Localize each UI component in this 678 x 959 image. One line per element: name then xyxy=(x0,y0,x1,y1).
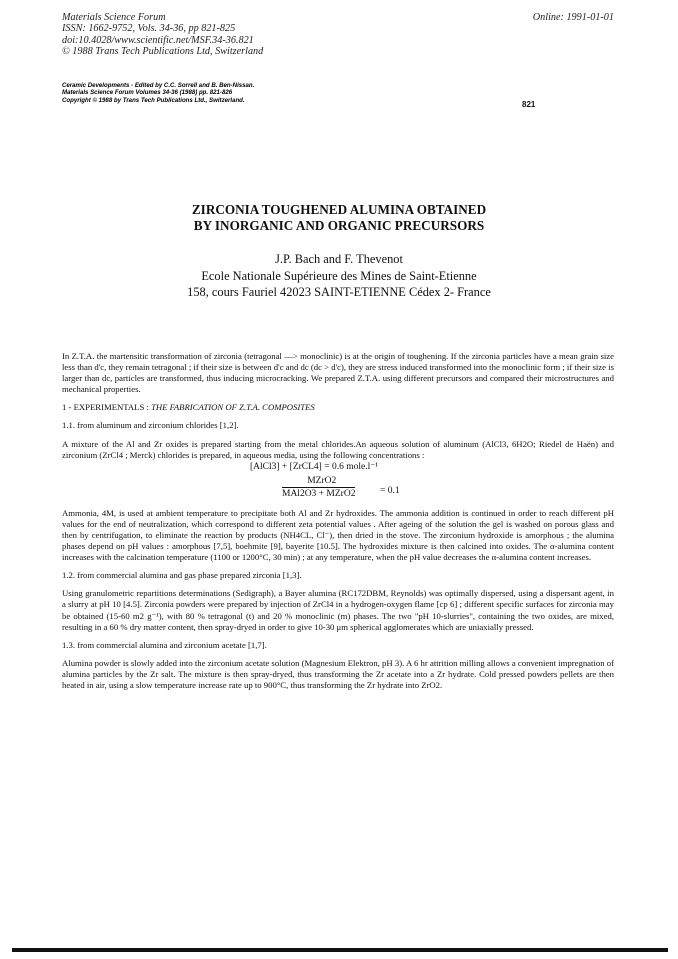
fraction-numerator: MZrO2 xyxy=(307,475,337,486)
author-institution: Ecole Nationale Supérieure des Mines de Saint-Etienne xyxy=(201,268,477,283)
section-1-number: 1 - EXPERIMENTALS : xyxy=(62,402,152,413)
bottom-border-rule xyxy=(12,948,668,952)
copyright-line: © 1988 Trans Tech Publications Ltd, Switzerland xyxy=(62,46,264,58)
subsection-1-1-heading: 1.1. from aluminum and zirconium chlorides [1,2]. xyxy=(62,420,239,431)
section-1-title: THE FABRICATION OF Z.T.A. COMPOSITES xyxy=(151,402,315,413)
journal-name: Materials Science Forum xyxy=(62,12,166,23)
title-line-2: BY INORGANIC AND ORGANIC PRECURSORS xyxy=(193,217,485,233)
paper-title xyxy=(0,202,678,233)
subsection-1-3-paragraph: Alumina powder is slowly added into the zirconium acetate solution (Magnesium Elektron, pH 3). A 6 hr attrition milling allows a convenient impregnation of alumina particles by the Zr salt. The mixture is then spray-dryed, thus transforming the Zr acetate into a Zr hydrate. Cold pressed powders pellets are then heated in air, using a slow temperature increase rate up to 900°C, thus transforming the Zr hydrate into ZrO2. xyxy=(62,657,614,690)
fraction-value: = 0.1 xyxy=(380,485,400,496)
issn-line: ISSN: 1662-9752, Vols. 34-36, pp 821-825 xyxy=(62,23,236,35)
abstract-paragraph: In Z.T.A. the martensitic transformation of zirconia (tetragonal —> monoclinic) is at the origin of toughening. If the zirconia particles have a mean grain size less than d'c, they remain tetragonal ; if their size is between d'c and dc (dc > d'c), they are stress induced transformed into the monoclinic form ; if their size is larger than dc, particles are transformed, thus inducing microcracking. We prepared Z.T.A. using different precursors and compared their microstructures and mechanical properties. xyxy=(62,351,614,395)
subsection-1-3-heading: 1.3. from commercial alumina and zirconium acetate [1,7]. xyxy=(62,639,267,650)
subsection-1-1-paragraph-2: Ammonia, 4M, is used at ambient temperature to precipitate both Al and Zr hydroxides. The ammonia addition is continued in order to reach different pH values for the end of neutralization, which correspond to different zeta potential values . After ageing of the solution the gel is washed on porous glass and then by centrifugation, to eliminate the reaction by products (NH4CL, Cl⁻), then dried in the stove. The zirconium hydroxide is amorphous ; the alumina phases depend on pH values : amorphous [7,5], boehmite [9], bayerite [10.5]. The hydroxides mixture is then calcined into oxides. The α-alumina content increases with the calcination temperature (1100 or 1200°C, 30 min) ; at any temperature, when the pH value decreases the α-alumina content increases. xyxy=(62,507,614,563)
author-address: 158, cours Fauriel 42023 SAINT-ETIENNE Cédex 2- France xyxy=(187,285,491,299)
subsection-1-1-paragraph-1: A mixture of the Al and Zr oxides is prepared starting from the metal chlorides.An aqueous solution of aluminum (AlCl3, 6H2O; Riedel de Haën) and zirconium (ZrCl4 ; Merck) chlorides is prepared, in aqueous media, using the following concentrations : xyxy=(62,438,614,460)
page-number: 821 xyxy=(522,100,536,109)
publication-metadata xyxy=(62,12,263,58)
credits-line-1: Ceramic Developments - Edited by C.C. Sorrell and B. Ben-Nissan. xyxy=(62,82,255,89)
concentration-formulas xyxy=(62,462,614,506)
author-names: J.P. Bach and F. Thevenot xyxy=(275,252,403,266)
author-block xyxy=(0,251,678,301)
doi-line: doi:10.4028/www.scientific.net/MSF.34-36.821 xyxy=(62,34,254,46)
subsection-1-2-heading: 1.2. from commercial alumina and gas phase prepared zirconia [1,3]. xyxy=(62,570,302,581)
paper-body xyxy=(62,351,614,698)
online-date: Online: 1991-01-01 xyxy=(532,12,614,23)
credits-line-2: Materials Science Forum Volumes 34-36 (1988) pp. 821-826 xyxy=(62,89,233,97)
subsection-1-2-paragraph: Using granulometric repartitions determinations (Sedigraph), a Bayer alumina (RC172DBM, Reynolds) was optimally dispersed, using a dispersant agent, in a slurry at pH 10 [4.5]. Zirconia powders were prepared by injection of ZrCl4 in a hydrogen-oxygen flame [cp 6] ; different specific surfaces for zirconia may be obtained (15-60 m2 g⁻¹), with 80 % tetragonal (t) and 20 % monoclinic (m) phases. The two "pH 10-slurries", containing the two oxides, are mixed, resulting in a 60 % dry matter content, then spray-dryed in order to give 10-30 μm spherical agglomerates which are uniaxially pressed. xyxy=(62,588,614,632)
credits-line-3: Copyright © 1988 by Trans Tech Publications Ltd., Switzerland. xyxy=(62,96,245,104)
fraction-denominator: MAl2O3 + MZrO2 xyxy=(282,488,356,499)
section-1-heading xyxy=(62,402,614,413)
volume-credits xyxy=(62,82,254,104)
title-line-1: ZIRCONIA TOUGHENED ALUMINA OBTAINED xyxy=(191,202,487,217)
formula-chloride-concentration: [AlCl3] + [ZrCL4] = 0.6 mole.l⁻¹ xyxy=(250,461,379,472)
formula-zirconia-fraction xyxy=(282,476,355,500)
